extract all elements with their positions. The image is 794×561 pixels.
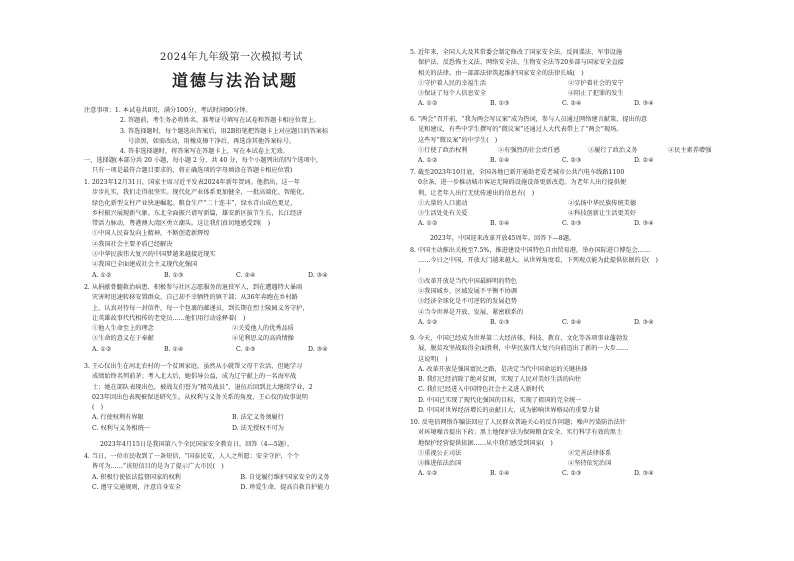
q6-line: 见和建议，有些中学生撰写的“微议案”还通过人大代表带上了“两会”现场。 bbox=[418, 126, 623, 134]
q3-choice-c[interactable]: C. 权利与义务相统一 bbox=[92, 424, 150, 432]
q5-options-row bbox=[410, 89, 745, 99]
q9-choice-d[interactable]: D. 中国已实现了现代化强国的目标，实现了祖国的完全统一 bbox=[418, 396, 582, 404]
q1-option: ④我国已全面建成社会主义现代化强国 bbox=[92, 261, 198, 269]
q10-option: ②完善法律体系 bbox=[568, 449, 612, 457]
q5-line: 相关的法律。由一部部法律筑起维护国家安全的法律长城( ) bbox=[418, 69, 584, 77]
section-line: 只有一项是最符合题目要求的，将正确选项的字母填涂在答题卡相应位置) bbox=[92, 167, 293, 175]
group-note: 2023年4月15日是我国第八个全民国家安全教育日。回答（4—5题）。 bbox=[100, 441, 294, 448]
q2-choice-a[interactable]: A. ①② bbox=[92, 345, 112, 353]
q10-choice-a[interactable]: A. ①② bbox=[418, 470, 438, 478]
q5-choice-c[interactable]: C. ②④ bbox=[562, 100, 582, 108]
notice-line: 4. 答非选择题时，将答案写在答题卡上，写在本试卷上无效。 bbox=[120, 148, 289, 156]
q3-line: 成绩始终名列前茅；考入北大后，她倡导公益，成为辽宁献上的一名海军战 bbox=[92, 373, 297, 381]
q8-choice-d[interactable]: D. ③④ bbox=[634, 319, 654, 327]
q6-option: ②有强烈的社会责任感 bbox=[498, 146, 560, 154]
q10-option: ①重视公正司法 bbox=[418, 449, 462, 457]
q8-line: ……今日之中国，开放大门越来越大。从世界角度看，下列观点能为此提供依据的是( ) bbox=[418, 257, 658, 265]
q7-line: 7. 截至2023年10月底，全国各地已新开通助老爱老城市公共汽电车线路1100 bbox=[410, 169, 625, 176]
q3-line: 023年因出色表现被保送研究生。从权利与义务关系的角度，王心仪的故事说明 bbox=[92, 393, 308, 401]
q7-choices bbox=[410, 219, 745, 229]
question-7 bbox=[410, 168, 745, 230]
q4-choice-a[interactable]: A. 积极行使依法监督国家的权利 bbox=[92, 473, 181, 481]
notice-line: 注意事项：1. 本试卷共8页，满分100分，考试时间90分钟。 bbox=[84, 107, 252, 114]
q1-line: 带活力脉动，粤港澳大湾区勇立潮头。这让我们真切地感受到( ) bbox=[92, 220, 271, 228]
q6-choice-c[interactable]: C. ②③ bbox=[562, 157, 582, 165]
q2-line: 灾害时迅速转移安置群众、自己却不幸牺牲的镇干部；从36年奔跑在乡村路 bbox=[92, 294, 298, 302]
q5-option: ③保证了每个人信息安全 bbox=[418, 90, 487, 98]
q9-line: 这说明( ) bbox=[418, 355, 448, 363]
q5-options-row bbox=[410, 79, 745, 89]
question-4 bbox=[84, 452, 389, 493]
q8-choice-a[interactable]: A. ①② bbox=[418, 319, 438, 327]
q3-line: 士；她在部队表现出色，被战友们誉为“精英战员”，退伍后回到北大继续学业，2 bbox=[92, 383, 313, 391]
q5-choice-a[interactable]: A. ①② bbox=[418, 100, 438, 108]
q6-option: ④民主素养增强 bbox=[668, 146, 712, 154]
q7-line: 0余条，进一步推动城市客运无障碍设施设备更新改造。为老年人出行提供便 bbox=[418, 179, 627, 187]
q1-choices bbox=[84, 271, 389, 281]
q8-option: ①改革开放是当代中国最鲜明的特色 bbox=[418, 277, 517, 285]
question-1 bbox=[84, 178, 389, 281]
q5-line: 保护法、反恐怖主义法、网络安全法、生物安全法等20多部与国家安全直接 bbox=[418, 59, 624, 67]
group-note-8-9 bbox=[430, 234, 730, 244]
notice-line: 号涂黑，如需改动，用橡皮擦干净后，再选涂其他答案标号。 bbox=[128, 137, 296, 145]
q1-choice-c[interactable]: C. ②④ bbox=[236, 271, 256, 279]
question-2 bbox=[84, 283, 389, 355]
section-line: 一、选择题(本部分共 20 小题，每小题 2 分，共 40 分，每个小题列出的四个选项中， bbox=[84, 157, 323, 164]
q7-option: ①大量的人口流动 bbox=[418, 199, 468, 207]
q1-line: 绿色化新型支柱产业快速崛起。粮食生产“二十连丰”，绿水青山成色更足， bbox=[92, 199, 297, 207]
q2-line: 让英雄故事代代相传的老党员……他们用行动诠释着( ) bbox=[92, 314, 246, 322]
notice-block bbox=[84, 106, 384, 157]
q2-line: 上、认真对待每一封信件，每一个包裹的邮递员，到长期在烈士陵园义务守护， bbox=[92, 304, 309, 312]
subject-title: 道德与法治试题 bbox=[172, 71, 299, 90]
q7-option: ②弘扬中华民族传统美德 bbox=[568, 199, 637, 207]
q4-line: 皆可为……”该短信目的是为了提示广大市民( ) bbox=[92, 463, 224, 471]
q9-choice-b[interactable]: B. 我们已经消除了绝对贫困，实现了人民对美好生活的向往 bbox=[418, 376, 582, 384]
q1-option: ③中华民族伟大复兴的中国梦越来越接近现实 bbox=[92, 251, 216, 259]
q8-line: 8. 中国主动推出关税至7.5%，推进建设中国特色自由贸易港，举办国际进口博览会…… bbox=[410, 247, 651, 254]
q5-option: ①守护着人民的幸福生活 bbox=[418, 79, 487, 87]
q1-option: ②我国社会主要矛盾已经解决 bbox=[92, 240, 173, 248]
q10-choice-d[interactable]: D. ③④ bbox=[634, 470, 654, 478]
q2-options-row bbox=[84, 324, 389, 334]
q7-option: ④科技创新让生活更美好 bbox=[568, 210, 637, 218]
q3-choice-b[interactable]: B. 法定义务须履行 bbox=[232, 414, 284, 422]
question-5 bbox=[410, 48, 745, 110]
exam-title: 2024年九年级第一次模拟考试 bbox=[160, 52, 303, 63]
q9-line: 9. 今天，中国已经成为世界第二大经济体、科技、教育、文化等各项事业蓬勃发 bbox=[410, 335, 629, 342]
q10-options-row bbox=[410, 449, 745, 459]
q10-option: ④坚持依宪治国 bbox=[568, 460, 612, 468]
q2-option: ④见利思义的高尚情操 bbox=[232, 335, 294, 343]
q2-option: ③生命的意义在于奉献 bbox=[92, 335, 154, 343]
section-heading bbox=[84, 156, 389, 177]
q7-choice-d[interactable]: D. ③④ bbox=[634, 220, 654, 228]
q6-choice-d[interactable]: D. ②④ bbox=[634, 157, 654, 165]
q10-line: 对环境噪音提出下药；黑土地保护法为保障粮食安全、实行科学有效的黑土 bbox=[418, 429, 623, 437]
q3-choice-d[interactable]: D. 法无授权不可为 bbox=[232, 424, 284, 432]
notice-line: 3. 答选择题时，每个题选出答案后，用2B铅笔把答题卡上对应题目的答案标 bbox=[120, 127, 329, 135]
q1-choice-a[interactable]: A. ①② bbox=[92, 271, 112, 279]
q2-line: 2. 从捐献骨髓救治病患、积极参与社区志愿服务的退役军人，到在遭遇特大暴雨 bbox=[84, 284, 303, 291]
q9-line: 展，脱贫攻坚战取得全面胜利，中华民族伟大复兴向前迈出了新的一大步…… bbox=[418, 345, 629, 353]
q7-choice-b[interactable]: B. ①④ bbox=[490, 220, 510, 228]
q7-options-row bbox=[410, 209, 745, 219]
q8-option: ②我国城乡、区域发展不平衡不协调 bbox=[418, 288, 517, 296]
q4-choice-b[interactable]: B. 自觉履行维护国家安全的义务 bbox=[240, 473, 330, 481]
q2-choice-d[interactable]: D. ③④ bbox=[308, 345, 328, 353]
q8-choice-c[interactable]: C. ②④ bbox=[562, 319, 582, 327]
q5-choices bbox=[410, 99, 745, 109]
q4-choices-row bbox=[84, 483, 389, 493]
q6-options-row bbox=[410, 146, 745, 156]
q8-option: ④当今世界是开放、发展、紧密联系的 bbox=[418, 308, 524, 316]
q10-choices bbox=[410, 469, 745, 479]
q4-choices-row bbox=[84, 473, 389, 483]
q6-choices bbox=[410, 156, 745, 166]
q6-line: 这些写“微议案”的中学生( ) bbox=[418, 136, 498, 144]
q10-line: 地保护经营提供依据……从中我们感受到国家( ) bbox=[418, 439, 553, 447]
q8-choices bbox=[410, 318, 745, 328]
q8-choice-b[interactable]: B. ①③ bbox=[490, 319, 510, 327]
q6-option: ①行使了政治权利 bbox=[418, 146, 468, 154]
q5-line: 5. 近年来，全国人大及其常委会制定修改了国家安全法、反间谍法、军事设施 bbox=[410, 49, 623, 56]
q7-choice-a[interactable]: A. ①② bbox=[418, 220, 438, 228]
q3-choice-a[interactable]: A. 行使权利有界限 bbox=[92, 414, 144, 422]
q10-choice-c[interactable]: C. ②③ bbox=[562, 470, 582, 478]
q8-option: ③经济全球化是不可逆转的发展趋势 bbox=[418, 298, 517, 306]
q1-line: 步步扎实，我们走得很坚实。现代化产业体系更加健全，一批高端化、智能化、 bbox=[92, 189, 309, 197]
q2-options-row bbox=[84, 334, 389, 344]
q3-choices-row bbox=[84, 413, 389, 423]
q5-choice-b[interactable]: B. ①③ bbox=[490, 100, 510, 108]
group-note: 2023年，中国迎来改革开放45周年。回答下—8题。 bbox=[430, 235, 576, 242]
q7-line: 利，让老年人出行无忧传递出的信息有( ) bbox=[418, 189, 535, 197]
q5-option: ②守护着社会的安宁 bbox=[568, 79, 624, 87]
q3-line: ( ) bbox=[92, 404, 104, 412]
q10-line: 10. 反电信网络诈骗法回应了人民群众普遍关心的反诈问题；噪声污染防治法针 bbox=[410, 419, 626, 426]
group-note-4-5 bbox=[100, 440, 390, 450]
q6-choice-b[interactable]: B. ①④ bbox=[490, 157, 510, 165]
q7-choice-c[interactable]: C. ②③ bbox=[562, 220, 582, 228]
question-3 bbox=[84, 362, 389, 434]
question-9 bbox=[410, 334, 745, 416]
q9-choice-d2[interactable]: D. 中国对世界经济增长的贡献日大，成为影响世界格局的重要力量 bbox=[418, 407, 600, 415]
q10-choice-b[interactable]: B. ①④ bbox=[490, 470, 510, 478]
q4-choice-d[interactable]: D. 珍爱生命，提高自救自护能力 bbox=[240, 483, 330, 491]
question-8 bbox=[410, 246, 745, 328]
q8-line: ） bbox=[418, 267, 425, 275]
q9-choice-a[interactable]: A. 改革开放是强国富民之路，是决定当代中国命运的关键抉择 bbox=[418, 365, 588, 373]
q6-line: 6. “两会”召开前，“我为两会写议案”成为热词，参与人员通过网络建言献策，提出的意 bbox=[410, 116, 648, 123]
q3-line: 3. 王心仪出生在河北农村的一个贫困家庭，虽然从小就帮父母干农活，但她学习 bbox=[84, 363, 303, 370]
q5-option: ④阻止了犯罪的发生 bbox=[568, 90, 624, 98]
q10-options-row bbox=[410, 459, 745, 469]
q4-line: 4. 当日，一位市民收到了一条短信，“国泰民安，人人之所愿；安全守护，个个 bbox=[84, 453, 300, 460]
q1-choice-d[interactable]: D. ③④ bbox=[308, 271, 328, 279]
q2-option: ①他人生命至上的理念 bbox=[92, 325, 154, 333]
q4-choice-c[interactable]: C. 遵守交通规则，注意自身安全 bbox=[92, 483, 181, 491]
q2-option: ②关爱他人的优秀品质 bbox=[232, 325, 294, 333]
q1-line: 1. 2023年12月31日，国家主席习近平发表2024年新年贺词。他指出，这一年 bbox=[84, 179, 300, 186]
q1-choice-b[interactable]: B. ①③ bbox=[164, 271, 184, 279]
question-10 bbox=[410, 418, 745, 480]
q6-option: ③履行了政治义务 bbox=[588, 146, 638, 154]
q1-option: ①中国人民奋发向上精神，不断创造新辉煌 bbox=[92, 230, 210, 238]
notice-line: 2. 答题前，考生务必将姓名、准考证号填写在试卷和答题卡相应位置上。 bbox=[120, 117, 320, 125]
q5-choice-d[interactable]: D. ③④ bbox=[634, 100, 654, 108]
q2-choice-b[interactable]: B. ①④ bbox=[164, 345, 184, 353]
q2-choice-c[interactable]: C. ②③ bbox=[236, 345, 256, 353]
question-6 bbox=[410, 115, 745, 166]
q1-line: 乡村振兴展现新气象。东北全面振兴谱写新篇，雄安新区拔节生长，长江经济 bbox=[92, 209, 303, 217]
q10-option: ③推进依法治国 bbox=[418, 460, 462, 468]
q7-option: ③生活处处有关爱 bbox=[418, 210, 468, 218]
q6-choice-a[interactable]: A. ①② bbox=[418, 157, 438, 165]
q7-options-row bbox=[410, 199, 745, 209]
q3-choices-row bbox=[84, 424, 389, 434]
q2-choices bbox=[84, 345, 389, 355]
q9-choice-c[interactable]: C. 我们已经进入中国特色社会主义进入新时代 bbox=[418, 386, 545, 394]
